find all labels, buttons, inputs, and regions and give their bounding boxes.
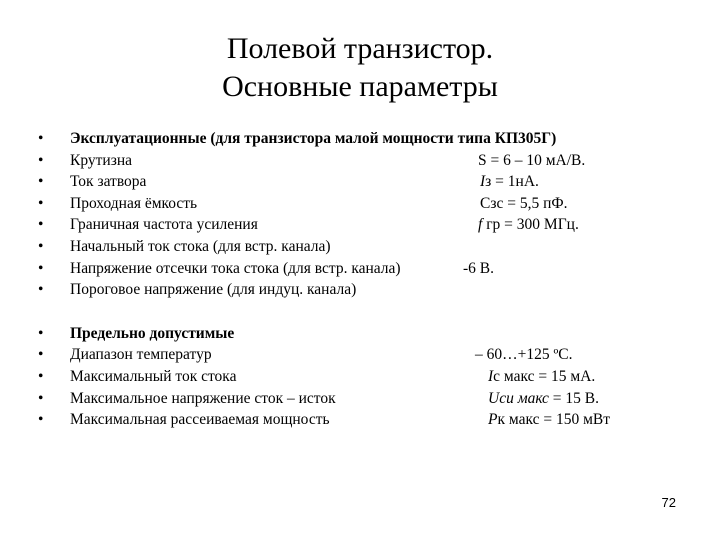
section-heading-limits: Предельно допустимые [70, 324, 235, 342]
param-value [488, 388, 599, 410]
param-value [488, 409, 610, 431]
param-label: Ток затвора [70, 173, 147, 191]
param-label: Напряжение отсечки тока стока (для встр. канала) [70, 259, 401, 277]
param-value-rest: з = 1нА. [485, 173, 539, 191]
bullet: • [38, 411, 44, 429]
page-number: 72 [661, 495, 676, 510]
section-heading-operational: Эксплуатационные (для транзистора малой мощности типа КП305Г) [70, 130, 557, 147]
bullet: • [38, 281, 44, 299]
param-symbol: I [488, 367, 494, 385]
list-item [38, 171, 698, 193]
title-line-1: Полевой транзистор. [226, 32, 494, 65]
param-label: Граничная частота усиления [70, 216, 258, 234]
bullet: • [38, 151, 44, 169]
param-value: Cзс = 5,5 пФ. [480, 194, 568, 212]
param-value: – 60…+125 ºС. [475, 346, 573, 364]
list-item [38, 409, 698, 431]
bullet: • [38, 130, 44, 147]
bullet: • [38, 216, 44, 234]
list-item [38, 236, 698, 258]
param-value-rest: к макс = 150 мВт [497, 411, 611, 429]
list-item [38, 323, 698, 345]
slide-title [0, 30, 720, 106]
param-symbol: U [488, 389, 500, 407]
param-value-rest: = 15 В. [548, 389, 599, 407]
list-item [38, 214, 698, 236]
bullet: • [38, 237, 44, 255]
list-item [38, 193, 698, 215]
param-value: -6 В. [463, 259, 494, 277]
list-item [38, 258, 698, 280]
list-item [38, 344, 698, 366]
param-value [478, 214, 579, 236]
list-item [38, 388, 698, 410]
section-gap [38, 301, 698, 323]
param-label: Крутизна [70, 151, 132, 169]
param-label: Максимальная рассеиваемая мощность [70, 411, 330, 429]
parameter-list [38, 128, 698, 431]
param-symbol: I [480, 173, 486, 191]
list-item [38, 150, 698, 172]
list-item [38, 128, 698, 150]
param-value-rest: с макс = 15 мА. [493, 367, 596, 385]
param-label: Максимальное напряжение сток – исток [70, 389, 336, 407]
param-symbol: f [478, 216, 483, 234]
bullet: • [38, 346, 44, 364]
bullet: • [38, 324, 44, 342]
bullet: • [38, 389, 44, 407]
param-label: Начальный ток стока (для встр. канала) [70, 237, 331, 255]
param-value-rest: гр = 300 МГц. [482, 216, 579, 234]
bullet: • [38, 173, 44, 191]
param-value [480, 171, 539, 193]
param-label: Максимальный ток стока [70, 367, 237, 385]
param-label: Диапазон температур [70, 346, 212, 364]
title-line-2: Основные параметры [222, 70, 498, 103]
bullet: • [38, 194, 44, 212]
param-label: Пороговое напряжение (для индуц. канала) [70, 281, 357, 299]
param-value: S = 6 – 10 мА/В. [478, 151, 586, 169]
list-item [38, 279, 698, 301]
param-symbol: P [488, 411, 498, 429]
bullet: • [38, 259, 44, 277]
list-item [38, 366, 698, 388]
bullet: • [38, 367, 44, 385]
param-subscript: си макс [499, 389, 549, 407]
param-label: Проходная ёмкость [70, 194, 198, 212]
param-value [488, 366, 595, 388]
